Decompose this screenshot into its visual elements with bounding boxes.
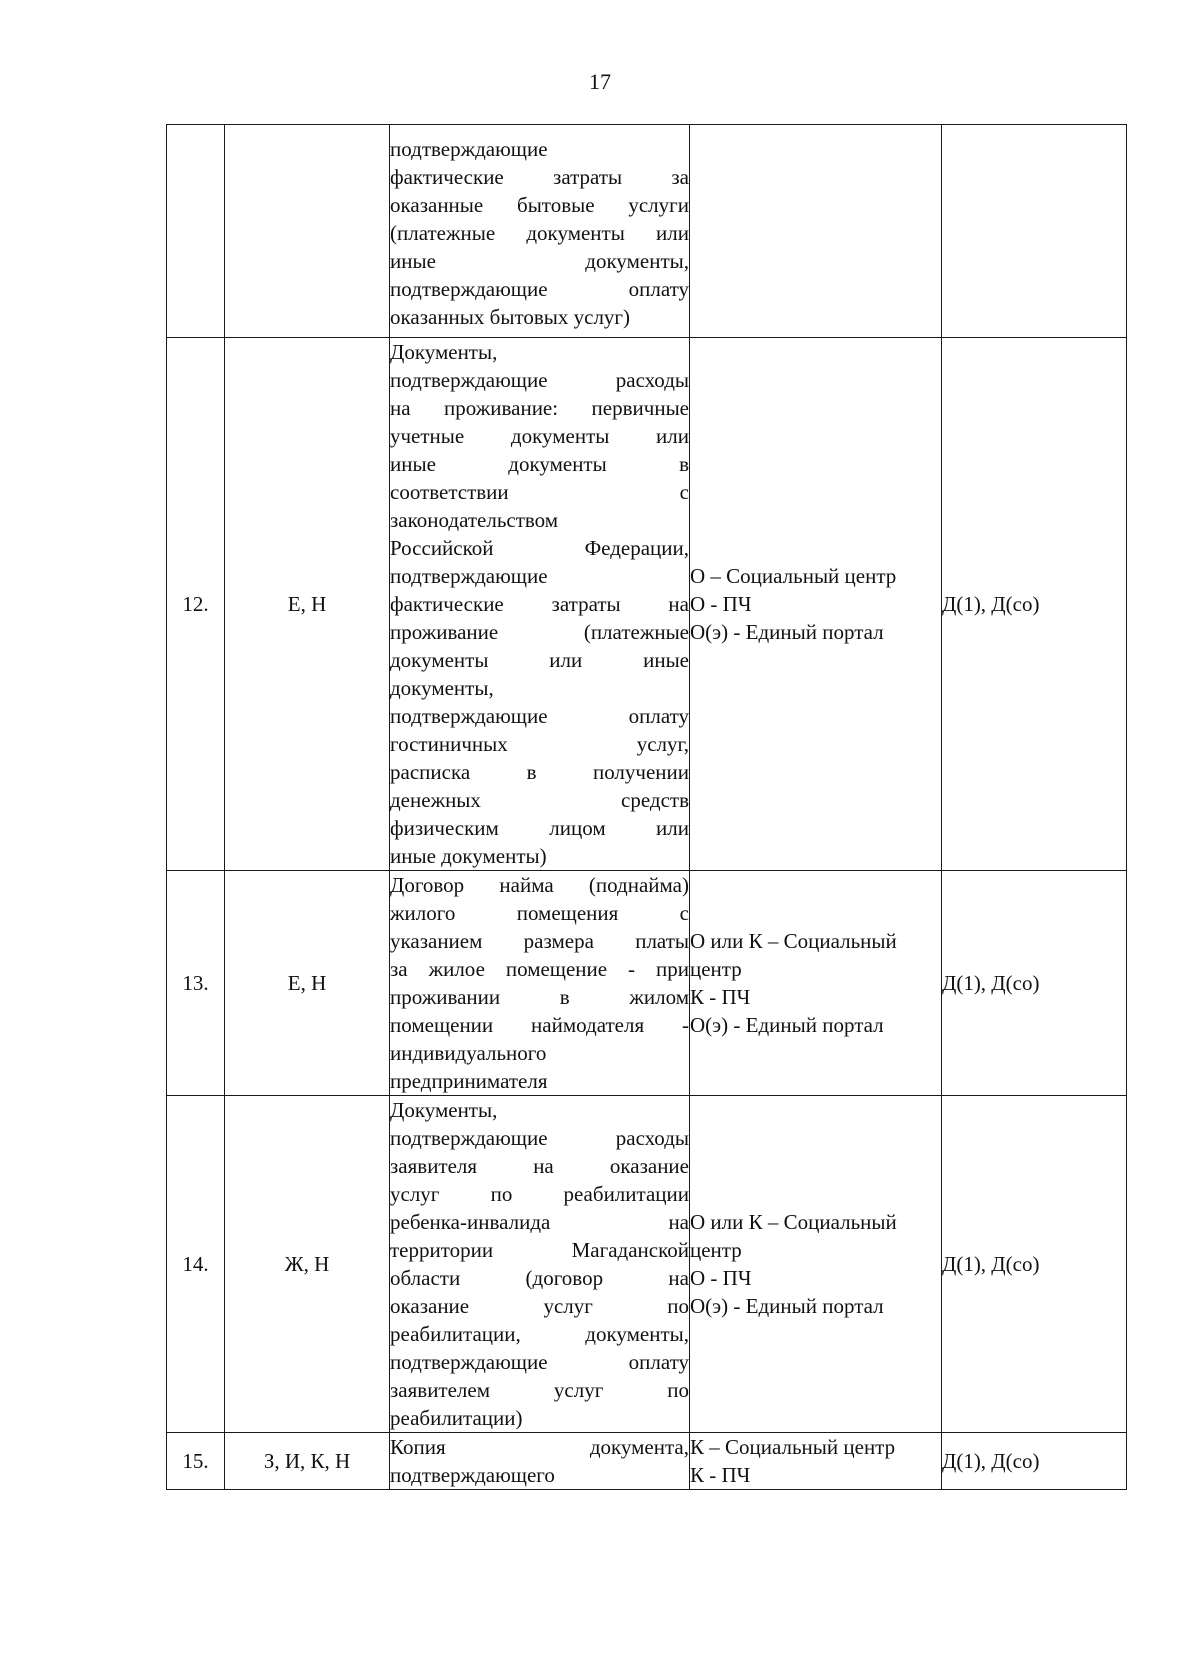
table-row xyxy=(167,1433,1127,1490)
document-text-line: заявителя на оказание xyxy=(390,1154,689,1178)
document-text-line: подтверждающие xyxy=(390,137,548,161)
document-text-line: Российской Федерации, xyxy=(390,536,689,560)
document-text-line: Документы, xyxy=(390,1098,498,1122)
table-row xyxy=(167,871,1127,1096)
document-text-line: законодательством xyxy=(390,508,559,532)
document-text-line: соответствии с xyxy=(390,480,689,504)
document-text-line: иные документы в xyxy=(390,452,689,476)
submission-method-line: О или К – Социальный xyxy=(690,929,897,953)
document-text-line: физическим лицом или xyxy=(390,816,689,840)
document-codes-cell: Д(1), Д(со) xyxy=(942,1433,1127,1490)
document-text-line: Документы, xyxy=(390,340,498,364)
document-text-line: Договор найма (поднайма) xyxy=(390,873,689,897)
submission-method-line: О(э) - Единый портал xyxy=(690,1294,884,1318)
submission-method-line: центр xyxy=(690,957,742,981)
row-number-cell: 15. xyxy=(167,1433,225,1490)
document-text-line: реабилитации) xyxy=(390,1406,523,1430)
document-text-line: на проживание: первичные xyxy=(390,396,689,420)
document-description-cell xyxy=(390,338,690,871)
document-text-line: услуг по реабилитации xyxy=(390,1182,689,1206)
document-text-line: подтверждающие расходы xyxy=(390,368,689,392)
document-text-line: расписка в получении xyxy=(390,760,689,784)
table-row xyxy=(167,1096,1127,1433)
table-body xyxy=(167,125,1127,1490)
document-text-line: территории Магаданской xyxy=(390,1238,689,1262)
submission-method-line: О(э) - Единый портал xyxy=(690,1013,884,1037)
submission-method-line: О - ПЧ xyxy=(690,592,752,616)
submission-method-line: К - ПЧ xyxy=(690,1463,751,1487)
submission-method-line: О(э) - Единый портал xyxy=(690,620,884,644)
submission-method-line: О – Социальный центр xyxy=(690,564,897,588)
document-text-line: помещении наймодателя - xyxy=(390,1013,689,1037)
table-row xyxy=(167,125,1127,338)
document-text-line: подтверждающие оплату xyxy=(390,277,689,301)
document-text-line: фактические затраты на xyxy=(390,592,689,616)
submission-method-line: К – Социальный центр xyxy=(690,1435,896,1459)
documents-table xyxy=(166,124,1127,1490)
row-number-cell: 14. xyxy=(167,1096,225,1433)
document-text-line: ребенка-инвалида на xyxy=(390,1210,689,1234)
document-text-line: Копия документа, xyxy=(390,1435,689,1459)
categories-cell: Ж, Н xyxy=(225,1096,390,1433)
categories-cell: З, И, К, Н xyxy=(225,1433,390,1490)
document-text-line: реабилитации, документы, xyxy=(390,1322,689,1346)
document-text-line: индивидуального xyxy=(390,1041,547,1065)
submission-method-cell xyxy=(690,125,942,338)
document-text-line: проживании в жилом xyxy=(390,985,689,1009)
page-number: 17 xyxy=(589,69,611,94)
document-text-line: подтверждающие расходы xyxy=(390,1126,689,1150)
document-codes-cell: Д(1), Д(со) xyxy=(942,1096,1127,1433)
document-text-line: оказание услуг по xyxy=(390,1294,689,1318)
document-text-line: (платежные документы или xyxy=(390,221,689,245)
submission-method-cell xyxy=(690,871,942,1096)
document-text-line: подтверждающие оплату xyxy=(390,1350,689,1374)
document-text-line: иные документы) xyxy=(390,844,547,868)
categories-cell: Е, Н xyxy=(225,338,390,871)
document-text-line: фактические затраты за xyxy=(390,165,689,189)
document-text-line: указанием размера платы xyxy=(390,929,689,953)
row-number-cell: 13. xyxy=(167,871,225,1096)
document-text-line: заявителем услуг по xyxy=(390,1378,689,1402)
submission-method-line: О - ПЧ xyxy=(690,1266,752,1290)
document-text-line: подтверждающего xyxy=(390,1463,555,1487)
submission-method-line: О или К – Социальный xyxy=(690,1210,897,1234)
document-codes-cell: Д(1), Д(со) xyxy=(942,871,1127,1096)
document-description-cell xyxy=(390,1433,690,1490)
submission-method-cell xyxy=(690,1433,942,1490)
document-text-line: предпринимателя xyxy=(390,1069,548,1093)
document-text-line: документы или иные xyxy=(390,648,689,672)
document-text-line: подтверждающие xyxy=(390,564,548,588)
document-text-line: области (договор на xyxy=(390,1266,689,1290)
document-text-line: денежных средств xyxy=(390,788,689,812)
row-number-cell xyxy=(167,125,225,338)
document-codes-cell xyxy=(942,125,1127,338)
document-text-line: жилого помещения с xyxy=(390,901,689,925)
submission-method-cell xyxy=(690,338,942,871)
document-text-line: учетные документы или xyxy=(390,424,689,448)
categories-cell xyxy=(225,125,390,338)
document-text-line: оказанных бытовых услуг) xyxy=(390,305,631,329)
submission-method-line: К - ПЧ xyxy=(690,985,751,1009)
document-text-line: документы, xyxy=(390,676,494,700)
document-description-cell xyxy=(390,871,690,1096)
document-codes-cell: Д(1), Д(со) xyxy=(942,338,1127,871)
document-text-line: иные документы, xyxy=(390,249,689,273)
document-description-cell xyxy=(390,1096,690,1433)
table-row xyxy=(167,338,1127,871)
row-number-cell: 12. xyxy=(167,338,225,871)
categories-cell: Е, Н xyxy=(225,871,390,1096)
document-text-line: за жилое помещение - при xyxy=(390,957,689,981)
document-text-line: проживание (платежные xyxy=(390,620,689,644)
document-text-line: подтверждающие оплату xyxy=(390,704,689,728)
submission-method-cell xyxy=(690,1096,942,1433)
document-text-line: гостиничных услуг, xyxy=(390,732,689,756)
submission-method-line: центр xyxy=(690,1238,742,1262)
document-text-line: оказанные бытовые услуги xyxy=(390,193,689,217)
document-description-cell xyxy=(390,125,690,338)
